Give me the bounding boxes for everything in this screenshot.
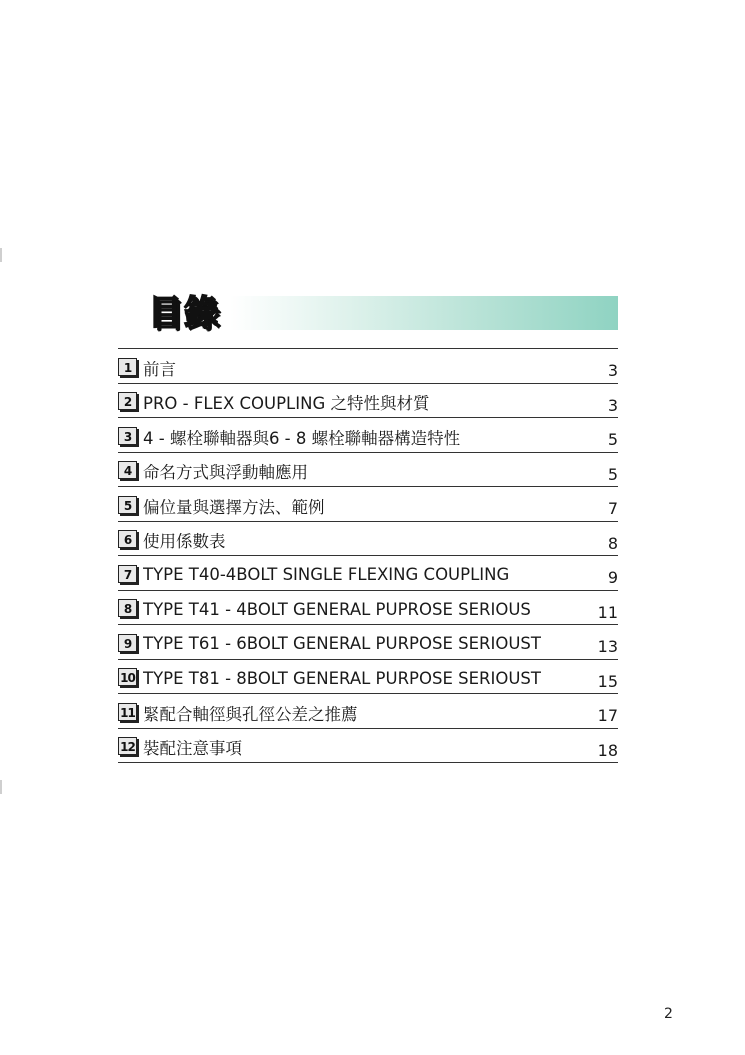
entry-title: 命名方式與浮動軸應用 bbox=[143, 463, 308, 483]
toc-row[interactable] bbox=[118, 729, 618, 764]
entry-title: 使用係數表 bbox=[143, 532, 226, 552]
entry-title: 前言 bbox=[143, 359, 176, 379]
entry-number-badge: 3 bbox=[118, 427, 137, 445]
title-gradient-bar bbox=[230, 296, 618, 330]
entry-page-number: 3 bbox=[607, 361, 618, 381]
toc-row[interactable] bbox=[118, 384, 618, 419]
entry-page-number: 5 bbox=[607, 430, 618, 450]
toc-row[interactable] bbox=[118, 487, 618, 522]
entry-title: TYPE T40-4BOLT SINGLE FLEXING COUPLING bbox=[143, 565, 510, 585]
entry-page-number: 8 bbox=[607, 533, 618, 553]
page-number: 2 bbox=[664, 1006, 673, 1022]
toc-row[interactable] bbox=[118, 694, 618, 729]
toc-row[interactable] bbox=[118, 591, 618, 626]
entry-number-badge: 12 bbox=[118, 737, 137, 755]
entry-title: 裝配注意事項 bbox=[143, 739, 242, 759]
entry-number-badge: 7 bbox=[118, 565, 137, 583]
entry-number-badge: 6 bbox=[118, 530, 137, 548]
entry-page-number: 17 bbox=[597, 706, 618, 726]
edge-mark bbox=[0, 780, 2, 794]
entry-title: 4 - 螺栓聯軸器與6 - 8 螺栓聯軸器構造特性 bbox=[143, 428, 461, 448]
toc-title-banner bbox=[148, 292, 618, 334]
entry-page-number: 7 bbox=[607, 499, 618, 519]
entry-number-badge: 5 bbox=[118, 496, 137, 514]
entry-number-badge: 10 bbox=[118, 668, 137, 686]
entry-page-number: 9 bbox=[607, 568, 618, 588]
entry-title: 緊配合軸徑與孔徑公差之推薦 bbox=[143, 704, 358, 724]
toc-row[interactable] bbox=[118, 660, 618, 695]
entry-title: 偏位量與選擇方法、範例 bbox=[143, 497, 325, 517]
entry-title: PRO - FLEX COUPLING 之特性與材質 bbox=[143, 394, 430, 414]
toc-row[interactable] bbox=[118, 625, 618, 660]
entry-number-badge: 9 bbox=[118, 634, 137, 652]
entry-number-badge: 1 bbox=[118, 358, 137, 376]
entry-page-number: 3 bbox=[607, 395, 618, 415]
entry-title: TYPE T81 - 8BOLT GENERAL PURPOSE SERIOUST bbox=[143, 668, 541, 688]
entry-page-number: 15 bbox=[597, 671, 618, 691]
entry-number-badge: 4 bbox=[118, 461, 137, 479]
toc-row[interactable] bbox=[118, 453, 618, 488]
entry-number-badge: 11 bbox=[118, 703, 137, 721]
entry-title: TYPE T61 - 6BOLT GENERAL PURPOSE SERIOUST bbox=[143, 634, 541, 654]
table-of-contents bbox=[118, 348, 618, 763]
entry-page-number: 5 bbox=[607, 464, 618, 484]
entry-number-badge: 8 bbox=[118, 599, 137, 617]
entry-page-number: 13 bbox=[597, 637, 618, 657]
toc-row[interactable] bbox=[118, 349, 618, 384]
toc-row[interactable] bbox=[118, 418, 618, 453]
page-title: 目錄 bbox=[148, 293, 220, 333]
entry-page-number: 18 bbox=[597, 740, 618, 760]
entry-page-number: 11 bbox=[597, 602, 618, 622]
entry-title: TYPE T41 - 4BOLT GENERAL PUPROSE SERIOUS bbox=[143, 599, 531, 619]
toc-row[interactable] bbox=[118, 556, 618, 591]
toc-row[interactable] bbox=[118, 522, 618, 557]
entry-number-badge: 2 bbox=[118, 392, 137, 410]
edge-mark bbox=[0, 248, 2, 262]
